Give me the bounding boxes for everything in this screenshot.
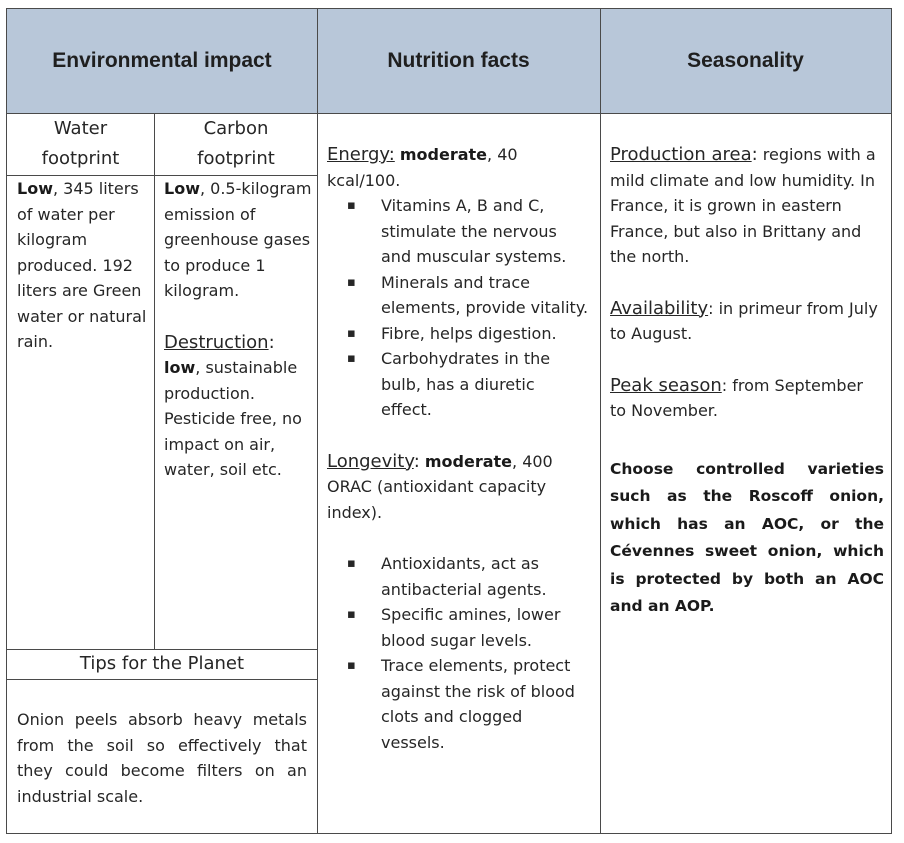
water-title-line1: Water	[53, 118, 108, 139]
tips-text: Onion peels absorb heavy metals from the soil so effectively that they could become filters on an industrial scale.	[17, 710, 307, 806]
list-item: ▪ Antioxidants, act as antibacterial agents.	[327, 551, 589, 602]
energy-list	[327, 193, 589, 423]
water-footprint-text	[17, 176, 151, 355]
production-label: Production area	[610, 144, 752, 165]
production-text: regions with a mild climate and low humidity. In France, it is grown in eastern France, but also in Brittany and the north.	[610, 145, 876, 266]
longevity-list	[327, 551, 589, 755]
carbon-footprint-text	[164, 176, 312, 483]
longevity-colon: :	[413, 450, 420, 472]
destruction-block	[164, 330, 312, 483]
header-environmental-label: Environmental impact	[52, 49, 272, 72]
carbon-title-line2: footprint	[197, 148, 275, 169]
choose-varieties-text: Choose controlled varieties such as the Roscoff onion, which has an AOC, or the Cévennes sweet onion, which is protected by both an AOC and an AOP.	[610, 459, 884, 615]
nutrition-table	[6, 8, 892, 834]
list-item: ▪ Specific amines, lower blood sugar levels.	[327, 602, 589, 653]
carbon-description: , 0.5-kilogram emission of greenhouse gases to produce 1 kilogram.	[164, 179, 312, 300]
production-colon: :	[751, 144, 758, 165]
header-nutrition-label: Nutrition facts	[387, 49, 530, 72]
water-low: Low	[17, 179, 53, 198]
header-environmental-impact	[7, 9, 317, 113]
tips-title-divider	[7, 679, 317, 680]
list-item: ▪ Minerals and trace elements, provide vitality.	[327, 270, 589, 321]
subcolumn-divider	[154, 113, 155, 649]
energy-block	[327, 142, 589, 193]
water-footprint-title	[7, 114, 154, 174]
energy-value: , 40 kcal/100.	[327, 145, 518, 190]
list-item: ▪ Vitamins A, B and C, stimulate the nervous and muscular systems.	[327, 193, 589, 270]
destruction-low: low	[164, 358, 196, 377]
list-item: ▪ Fibre, helps digestion.	[327, 321, 589, 347]
peak-season-label: Peak season	[610, 374, 722, 396]
tips-title: Tips for the Planet	[79, 653, 245, 674]
water-title-line2: footprint	[41, 148, 120, 169]
destruction-colon: :	[268, 331, 275, 353]
nutrition-content	[327, 142, 589, 755]
carbon-low: Low	[164, 179, 200, 198]
destruction-label: Destruction	[164, 331, 269, 353]
carbon-footprint-title	[155, 114, 317, 174]
peak-season-text: : from September to November.	[610, 375, 863, 420]
column-divider-2	[600, 9, 601, 833]
longevity-block	[327, 449, 589, 526]
availability-text: : in primeur from July to August.	[610, 298, 878, 343]
header-seasonality-label: Seasonality	[687, 49, 804, 72]
longevity-label: Longevity	[327, 450, 414, 472]
column-divider-1	[317, 9, 318, 833]
energy-level: moderate	[399, 145, 488, 164]
longevity-value: , 400 ORAC (antioxidant capacity index).	[327, 451, 553, 522]
availability-block	[610, 296, 884, 347]
header-nutrition-facts	[317, 9, 600, 113]
energy-label: Energy:	[327, 144, 395, 165]
carbon-title-line1: Carbon	[203, 118, 269, 139]
header-seasonality	[600, 9, 891, 113]
production-block	[610, 142, 884, 270]
seasonality-content	[610, 142, 884, 621]
longevity-level: moderate	[424, 451, 513, 471]
list-item: ▪ Trace elements, protect against the risk of blood clots and clogged vessels.	[327, 653, 589, 755]
peak-season-block	[610, 373, 884, 424]
availability-label: Availability	[610, 297, 709, 319]
water-description: , 345 liters of water per kilogram produced. 192 liters are Green water or natural rain.	[17, 179, 147, 351]
list-item: ▪ Carbohydrates in the bulb, has a diuretic effect.	[327, 346, 589, 423]
destruction-description: , sustainable production. Pesticide free, no impact on air, water, soil etc.	[164, 358, 302, 479]
